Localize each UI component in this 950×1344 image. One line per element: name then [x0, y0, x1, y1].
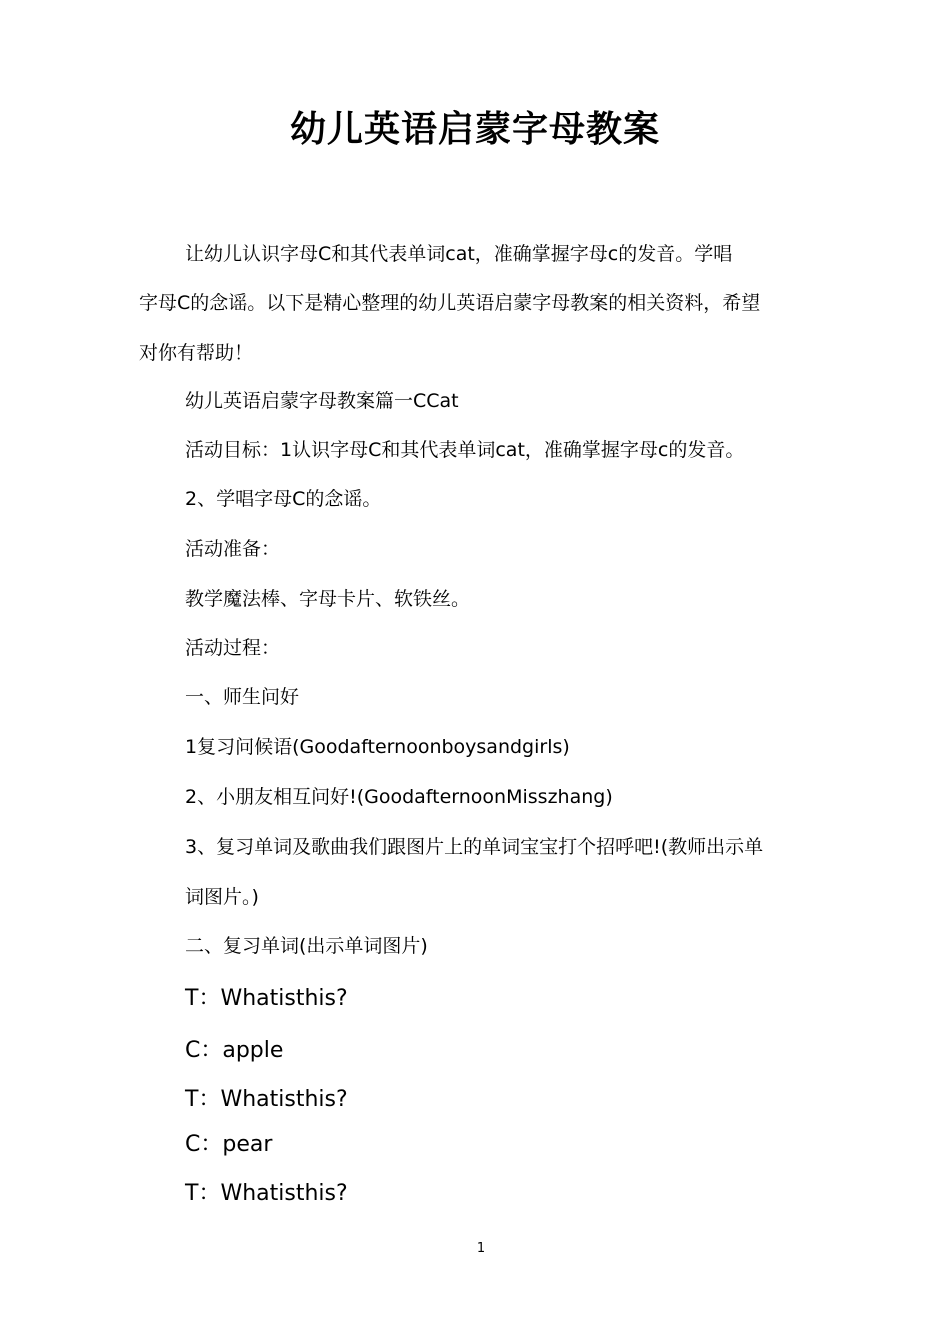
paragraph-line: 对你有帮助！	[139, 342, 254, 364]
dialogue-line: T：Whatisthis?	[185, 986, 348, 1011]
paragraph-line: 2、学唱字母C的念谣。	[185, 488, 382, 510]
dialogue-line: C：apple	[185, 1038, 284, 1063]
paragraph-line: 3、复习单词及歌曲我们跟图片上的单词宝宝打个招呼吧!(教师出示单	[185, 836, 764, 858]
paragraph-line: 1复习问候语(Goodafternoonboysandgirls)	[185, 736, 570, 758]
paragraph-line: 活动过程：	[185, 637, 281, 659]
dialogue-line: T：Whatisthis?	[185, 1087, 348, 1112]
document-title: 幼儿英语启蒙字母教案	[289, 109, 660, 150]
paragraph-line: 一、师生问好	[185, 686, 300, 708]
paragraph-line: 教学魔法棒、字母卡片、软铁丝。	[185, 588, 471, 610]
paragraph-line: 让幼儿认识字母C和其代表单词cat，准确掌握字母c的发音。学唱	[185, 243, 733, 265]
paragraph-line: 字母C的念谣。以下是精心整理的幼儿英语启蒙字母教案的相关资料，希望	[139, 292, 761, 314]
dialogue-line: T：Whatisthis?	[185, 1181, 348, 1206]
page-number: 1	[476, 1241, 486, 1256]
paragraph-line: 二、复习单词(出示单词图片)	[185, 935, 428, 957]
paragraph-line: 2、小朋友相互问好!(GoodafternoonMisszhang)	[185, 786, 613, 808]
dialogue-line: C：pear	[185, 1132, 273, 1157]
paragraph-line: 活动目标：1认识字母C和其代表单词cat，准确掌握字母c的发音。	[185, 439, 745, 461]
section-heading: 幼儿英语启蒙字母教案篇一CCat	[185, 390, 459, 412]
paragraph-line: 词图片。)	[185, 886, 259, 908]
paragraph-line: 活动准备：	[185, 538, 281, 560]
